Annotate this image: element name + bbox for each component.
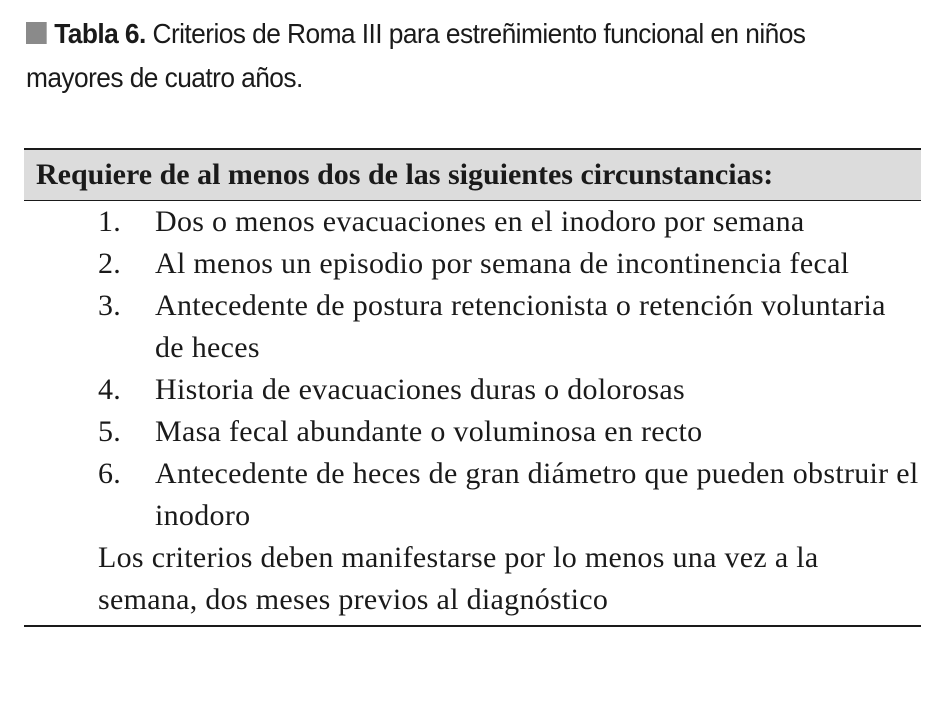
criteria-table [24,148,921,627]
item-text: Dos o menos evacuaciones en el inodoro por semana [155,205,805,238]
list-item [24,411,921,453]
caption-label: Tabla 6. [54,18,146,49]
square-bullet-icon [26,22,47,44]
list-item [24,243,921,285]
table-bottom-rule [24,625,921,627]
item-number: 6. [98,457,122,490]
caption-title: Criterios de Roma III para estreñimiento funcional en niños mayores de cuatro años. [26,18,806,93]
table-caption [26,12,853,100]
criteria-list [24,201,921,537]
table-header: Requiere de al menos dos de las siguientes circunstancias: [24,150,921,200]
list-item [24,201,921,243]
item-text: Al menos un episodio por semana de incontinencia fecal [155,247,850,280]
item-text: Masa fecal abundante o voluminosa en recto [155,415,703,448]
item-number: 4. [98,373,122,406]
item-number: 1. [98,205,122,238]
item-number: 5. [98,415,122,448]
table-note: Los criterios deben manifestarse por lo menos una vez a la semana, dos meses previos al diagnóstico [98,541,819,616]
list-item [24,453,921,537]
item-text: Antecedente de postura retencionista o retención voluntaria de heces [155,289,886,364]
item-text: Antecedente de heces de gran diámetro que pueden obstruir el inodoro [155,457,919,532]
list-item [24,285,921,369]
item-number: 3. [98,289,122,322]
item-number: 2. [98,247,122,280]
item-text: Historia de evacuaciones duras o dolorosas [155,373,685,406]
list-item [24,369,921,411]
